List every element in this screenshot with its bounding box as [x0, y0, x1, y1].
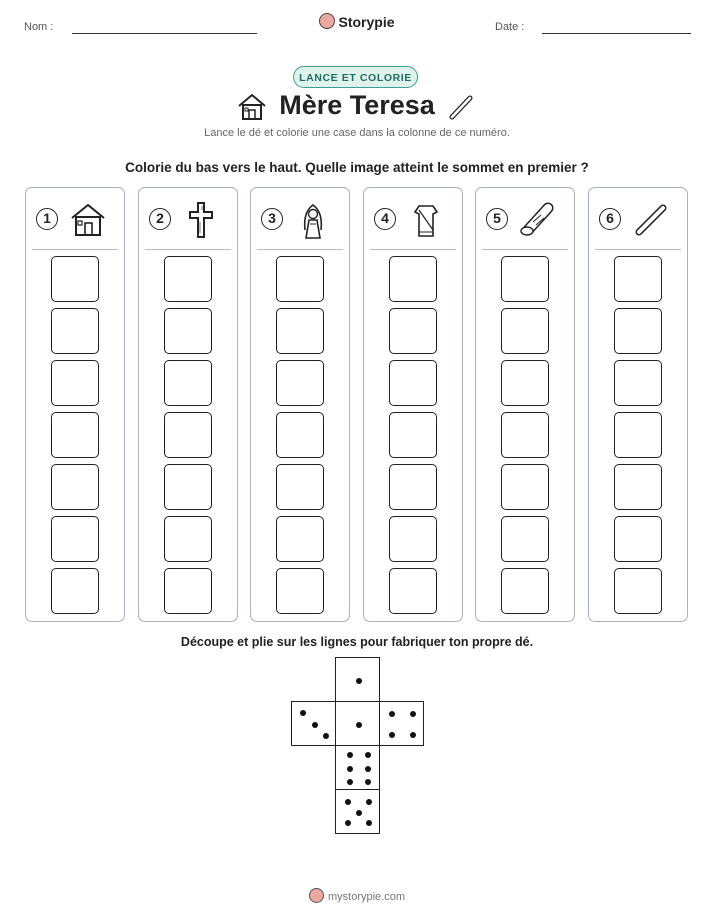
color-box[interactable]: [51, 568, 99, 614]
color-box[interactable]: [501, 360, 549, 406]
color-box[interactable]: [276, 308, 324, 354]
column-3: [250, 187, 350, 622]
dice-pip: [365, 779, 371, 785]
dice-pip: [323, 733, 329, 739]
color-box[interactable]: [51, 464, 99, 510]
dice-pip: [356, 810, 362, 816]
column-number: 5: [486, 208, 508, 230]
column-number: 2: [149, 208, 171, 230]
color-box[interactable]: [501, 412, 549, 458]
dice-face: [335, 701, 380, 746]
separator: [482, 249, 568, 250]
dice-instruction: Découpe et plie sur les lignes pour fabriquer ton propre dé.: [180, 635, 534, 649]
color-box[interactable]: [276, 464, 324, 510]
nun-icon: [293, 200, 333, 240]
dice-pip: [389, 732, 395, 738]
color-box[interactable]: [614, 308, 662, 354]
sari-icon: [406, 200, 446, 240]
color-box[interactable]: [164, 256, 212, 302]
walking-stick-icon: [631, 200, 671, 240]
dice-pip: [347, 766, 353, 772]
dice-pip: [389, 711, 395, 717]
color-box[interactable]: [389, 568, 437, 614]
column-5: [475, 187, 575, 622]
column-1: [25, 187, 125, 622]
dice-face: [379, 701, 424, 746]
color-box[interactable]: [276, 516, 324, 562]
dice-face: [335, 789, 380, 834]
color-box[interactable]: [614, 256, 662, 302]
walking-stick-icon: [448, 93, 476, 121]
column-2: [138, 187, 238, 622]
column-number: 6: [599, 208, 621, 230]
date-label: Date :: [495, 21, 525, 33]
color-box[interactable]: [51, 516, 99, 562]
color-box[interactable]: [389, 360, 437, 406]
separator: [145, 249, 231, 250]
separator: [595, 249, 681, 250]
separator: [257, 249, 343, 250]
page-title: Mère Teresa: [279, 90, 435, 120]
color-box[interactable]: [164, 464, 212, 510]
dice-pip: [366, 820, 372, 826]
color-box[interactable]: [51, 360, 99, 406]
brand-name: Storypie: [338, 14, 395, 30]
dice-pip: [410, 711, 416, 717]
house-icon: [68, 200, 108, 240]
storypie-logo-icon: [309, 888, 324, 903]
dice-pip: [312, 722, 318, 728]
color-box[interactable]: [276, 360, 324, 406]
color-box[interactable]: [51, 256, 99, 302]
subtitle: Lance le dé et colorie une case dans la colonne de ce numéro.: [204, 127, 510, 139]
color-box[interactable]: [51, 308, 99, 354]
color-box[interactable]: [164, 412, 212, 458]
footer: [0, 888, 714, 903]
color-box[interactable]: [389, 464, 437, 510]
cross-icon: [181, 200, 221, 240]
dice-pip: [365, 752, 371, 758]
column-number: 3: [261, 208, 283, 230]
color-box[interactable]: [276, 256, 324, 302]
color-box[interactable]: [501, 568, 549, 614]
dice-face: [335, 657, 380, 702]
dice-pip: [366, 799, 372, 805]
dice-pip: [347, 752, 353, 758]
color-box[interactable]: [614, 568, 662, 614]
dice-pip: [365, 766, 371, 772]
color-box[interactable]: [164, 308, 212, 354]
column-number: 1: [36, 208, 58, 230]
color-box[interactable]: [501, 464, 549, 510]
dice-pip: [345, 820, 351, 826]
dice-face: [335, 745, 380, 790]
color-box[interactable]: [389, 412, 437, 458]
color-box[interactable]: [389, 308, 437, 354]
color-box[interactable]: [164, 516, 212, 562]
dice-pip: [356, 722, 362, 728]
footer-url: mystorypie.com: [327, 891, 406, 903]
coloring-instruction: Colorie du bas vers le haut. Quelle image atteint le sommet en premier ?: [125, 160, 589, 175]
color-box[interactable]: [276, 568, 324, 614]
scroll-icon: [518, 200, 558, 240]
dice-pip: [410, 732, 416, 738]
color-box[interactable]: [389, 516, 437, 562]
date-line[interactable]: [542, 33, 691, 34]
brand-logo: [0, 13, 714, 30]
name-line[interactable]: [72, 33, 257, 34]
separator: [370, 249, 456, 250]
color-box[interactable]: [164, 360, 212, 406]
color-box[interactable]: [614, 360, 662, 406]
color-box[interactable]: [51, 412, 99, 458]
color-box[interactable]: [389, 256, 437, 302]
dice-pip: [300, 710, 306, 716]
column-4: [363, 187, 463, 622]
dice-pip: [356, 678, 362, 684]
color-box[interactable]: [164, 568, 212, 614]
dice-pip: [347, 779, 353, 785]
color-box[interactable]: [276, 412, 324, 458]
color-box[interactable]: [614, 412, 662, 458]
activity-badge: LANCE ET COLORIE: [293, 66, 418, 88]
separator: [32, 249, 118, 250]
color-box[interactable]: [501, 256, 549, 302]
name-label: Nom :: [24, 21, 54, 33]
color-box[interactable]: [614, 516, 662, 562]
storypie-logo-icon: [319, 13, 335, 29]
color-box[interactable]: [614, 464, 662, 510]
column-number: 4: [374, 208, 396, 230]
color-box[interactable]: [501, 308, 549, 354]
column-6: [588, 187, 688, 622]
color-box[interactable]: [501, 516, 549, 562]
dice-pip: [345, 799, 351, 805]
dice-face: [291, 701, 336, 746]
